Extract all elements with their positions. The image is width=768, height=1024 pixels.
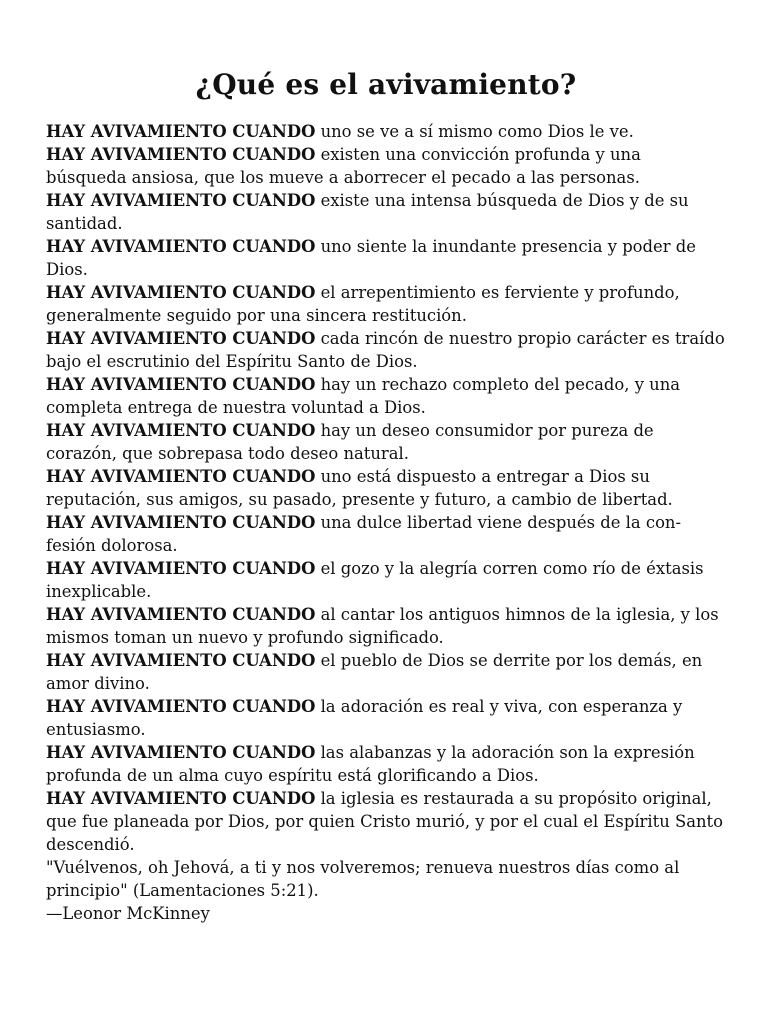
paragraph-lead: HAY AVIVAMIENTO CUANDO (46, 283, 316, 302)
paragraph-text: cada rincón de nuestro propio carácter es traído bajo el escrutinio del Espíritu Santo de Dios. (46, 329, 725, 371)
paragraph (46, 695, 726, 741)
paragraph (46, 235, 726, 281)
paragraph-text: uno se ve a sí mismo como Dios le ve. (315, 122, 634, 141)
paragraph-lead: HAY AVIVAMIENTO CUANDO (46, 559, 316, 578)
paragraph-text: uno está dispuesto a entregar a Dios su reputación, sus amigos, su pasado, presente y futuro, a cambio de libertad. (46, 467, 673, 509)
paragraph-lead: HAY AVIVAMIENTO CUANDO (46, 513, 316, 532)
paragraph (46, 465, 726, 511)
paragraph-lead: HAY AVIVAMIENTO CUANDO (46, 789, 316, 808)
paragraph (46, 143, 726, 189)
paragraph (46, 189, 726, 235)
paragraph-lead: HAY AVIVAMIENTO CUANDO (46, 122, 316, 141)
paragraph-lead: HAY AVIVAMIENTO CUANDO (46, 191, 316, 210)
paragraph (46, 787, 726, 856)
paragraph (46, 511, 726, 557)
paragraph (46, 281, 726, 327)
paragraph-lead: HAY AVIVAMIENTO CUANDO (46, 605, 316, 624)
paragraph-lead: HAY AVIVAMIENTO CUANDO (46, 651, 316, 670)
paragraph-text: uno siente la inundante presencia y poder de Dios. (46, 237, 696, 279)
paragraph (46, 741, 726, 787)
paragraph (46, 557, 726, 603)
paragraph-text: existe una intensa búsqueda de Dios y de su santidad. (46, 191, 689, 233)
paragraph-text: una dulce libertad viene después de la con-fesión dolorosa. (46, 513, 682, 555)
scripture-quote: "Vuélvenos, oh Jehová, a ti y nos volveremos; renueva nuestros días como al principio" (Lamentaciones 5:21). (46, 858, 680, 900)
paragraph (46, 373, 726, 419)
paragraph-lead: HAY AVIVAMIENTO CUANDO (46, 421, 316, 440)
paragraph (46, 603, 726, 649)
paragraph-text: la iglesia es restaurada a su propósito original, que fue planeada por Dios, por quien Cristo murió, y por el cual el Espíritu Santo descendió. (46, 789, 724, 854)
page-title: ¿Qué es el avivamiento? (195, 68, 577, 101)
paragraph-lead: HAY AVIVAMIENTO CUANDO (46, 697, 316, 716)
paragraph-text: la adoración es real y viva, con esperanza y entusiasmo. (46, 697, 683, 739)
paragraph-lead: HAY AVIVAMIENTO CUANDO (46, 467, 316, 486)
paragraph-text: existen una convicción profunda y una búsqueda ansiosa, que los mueve a aborrecer el pecado a las personas. (46, 145, 641, 187)
paragraph-lead: HAY AVIVAMIENTO CUANDO (46, 743, 316, 762)
paragraph-text: al cantar los antiguos himnos de la iglesia, y los mismos toman un nuevo y profundo significado. (46, 605, 719, 647)
paragraph-lead: HAY AVIVAMIENTO CUANDO (46, 375, 316, 394)
paragraph-text: el gozo y la alegría corren como río de éxtasis inexplicable. (46, 559, 704, 601)
paragraph-text: las alabanzas y la adoración son la expresión profunda de un alma cuyo espíritu está glorificando a Dios. (46, 743, 695, 785)
document-body (46, 120, 726, 925)
paragraph (46, 120, 726, 143)
paragraph-text: el pueblo de Dios se derrite por los demás, en amor divino. (46, 651, 703, 693)
paragraph-lead: HAY AVIVAMIENTO CUANDO (46, 237, 316, 256)
paragraph-text: el arrepentimiento es ferviente y profundo, generalmente seguido por una sincera restitución. (46, 283, 680, 325)
paragraph-lead: HAY AVIVAMIENTO CUANDO (46, 329, 316, 348)
paragraph (46, 649, 726, 695)
paragraph (46, 327, 726, 373)
paragraph-text: hay un rechazo completo del pecado, y una completa entrega de nuestra voluntad a Dios. (46, 375, 681, 417)
paragraph-lead: HAY AVIVAMIENTO CUANDO (46, 145, 316, 164)
paragraph-text: hay un deseo consumidor por pureza de corazón, que sobrepasa todo deseo natural. (46, 421, 654, 463)
paragraph (46, 419, 726, 465)
author-signature: —Leonor McKinney (46, 904, 210, 923)
